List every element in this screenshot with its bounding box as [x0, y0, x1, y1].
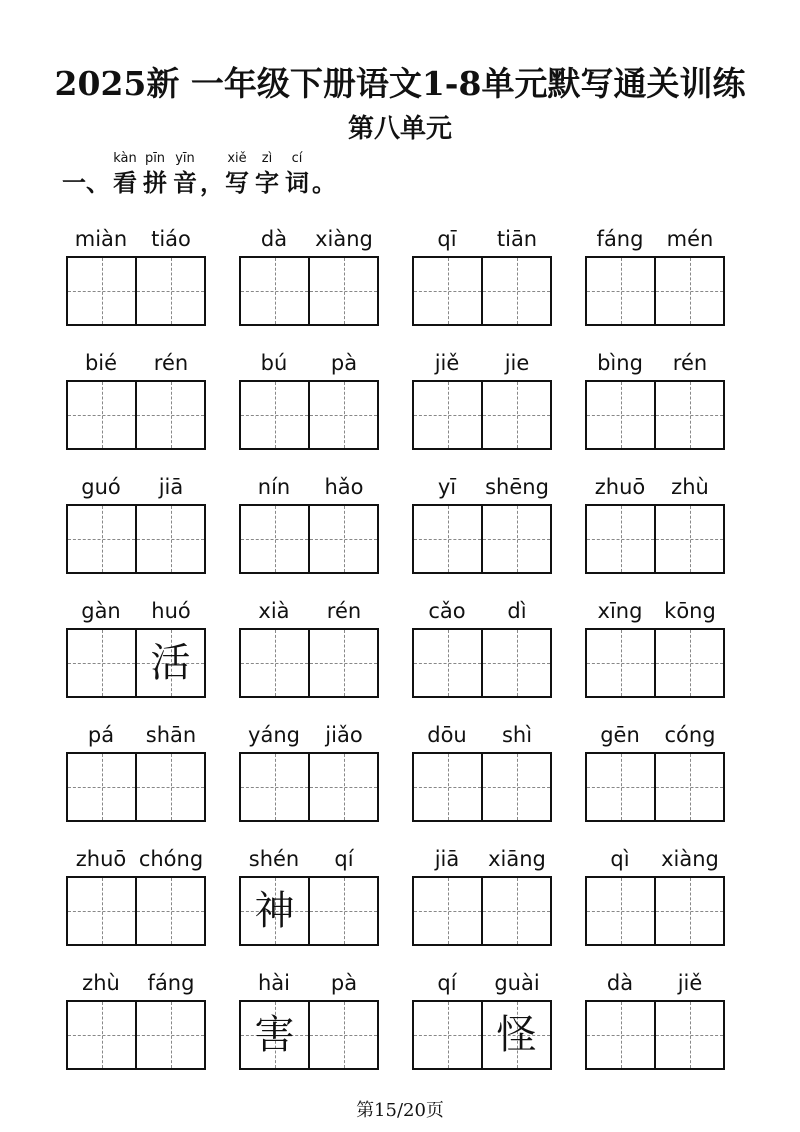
writing-cell[interactable]: [414, 630, 481, 696]
pinyin-syllable: dōu: [427, 723, 467, 747]
word-pinyin: [239, 470, 379, 504]
word-item: [412, 842, 585, 966]
word-pinyin: [66, 222, 206, 256]
word-pinyin: [412, 966, 552, 1000]
pinyin-syllable: hǎo: [324, 475, 364, 499]
writing-boxes: [585, 504, 725, 574]
pinyin-syllable: dì: [507, 599, 527, 623]
writing-cell[interactable]: [481, 878, 550, 944]
word-item: [585, 222, 758, 346]
pinyin-syllable: kōng: [664, 599, 716, 623]
pinyin-syllable: zhù: [671, 475, 709, 499]
word-item: [239, 470, 412, 594]
word-pinyin: [585, 718, 725, 752]
pinyin-syllable: pá: [87, 723, 115, 747]
pinyin-syllable: dà: [260, 227, 288, 251]
writing-cell[interactable]: [414, 258, 481, 324]
word-pinyin: [585, 470, 725, 504]
given-character: 神: [254, 888, 295, 934]
word-pinyin: [66, 594, 206, 628]
word-pinyin: [66, 718, 206, 752]
writing-cell[interactable]: [414, 754, 481, 820]
pinyin-syllable: dà: [606, 971, 634, 995]
writing-cell[interactable]: [241, 258, 308, 324]
word-pinyin: [66, 470, 206, 504]
writing-boxes: [585, 256, 725, 326]
pinyin-syllable: qī: [437, 227, 457, 251]
given-character: 怪: [496, 1012, 537, 1058]
pinyin-syllable: qì: [610, 847, 630, 871]
pinyin-syllable: qí: [437, 971, 457, 995]
word-item: [412, 594, 585, 718]
pinyin-syllable: gàn: [81, 599, 121, 623]
writing-cell[interactable]: [654, 1002, 723, 1068]
writing-cell[interactable]: [654, 258, 723, 324]
writing-boxes: [239, 1000, 379, 1070]
word-pinyin: [412, 842, 552, 876]
word-item: [239, 966, 412, 1090]
word-item: [412, 470, 585, 594]
word-pinyin: [239, 594, 379, 628]
pinyin-syllable: xià: [258, 599, 290, 623]
writing-boxes: [412, 504, 552, 574]
instruction-hanzi: 音: [173, 169, 197, 197]
pinyin-syllable: zhuō: [594, 475, 646, 499]
page-number: 第15/20页: [356, 1100, 444, 1121]
word-item: [239, 718, 412, 842]
word-pinyin: [412, 470, 552, 504]
writing-cell[interactable]: [654, 382, 723, 448]
writing-cell[interactable]: [68, 506, 135, 572]
pinyin-syllable: shì: [501, 723, 533, 747]
instruction-pinyin: zì: [261, 151, 273, 166]
word-item: [412, 222, 585, 346]
pinyin-syllable: nín: [257, 475, 291, 499]
writing-boxes: [239, 752, 379, 822]
pinyin-syllable: shén: [248, 847, 300, 871]
pinyin-syllable: xiāng: [488, 847, 546, 871]
word-pinyin: [239, 966, 379, 1000]
writing-cell[interactable]: [481, 382, 550, 448]
writing-cell[interactable]: [587, 258, 654, 324]
pinyin-syllable: zhù: [82, 971, 120, 995]
pinyin-syllable: jiā: [434, 847, 460, 871]
writing-cell[interactable]: [135, 630, 204, 696]
word-item: [239, 594, 412, 718]
instruction-char: [252, 150, 282, 198]
pinyin-syllable: fáng: [596, 227, 644, 251]
writing-boxes: [66, 256, 206, 326]
writing-cell[interactable]: [481, 258, 550, 324]
pinyin-syllable: cǎo: [428, 599, 466, 623]
word-pinyin: [585, 594, 725, 628]
writing-cell[interactable]: [308, 258, 377, 324]
writing-boxes: [66, 752, 206, 822]
writing-boxes: [239, 504, 379, 574]
word-pinyin: [412, 594, 552, 628]
word-grid: [66, 222, 758, 1090]
word-pinyin: [239, 842, 379, 876]
instruction-pinyin: cí: [291, 151, 303, 166]
given-character: 害: [254, 1012, 295, 1058]
pinyin-syllable: hài: [257, 971, 290, 995]
writing-cell[interactable]: [241, 506, 308, 572]
writing-boxes: [66, 876, 206, 946]
pinyin-syllable: chóng: [138, 847, 204, 871]
word-pinyin: [585, 346, 725, 380]
instruction-char: [222, 150, 252, 198]
writing-cell[interactable]: [587, 754, 654, 820]
writing-cell[interactable]: [135, 878, 204, 944]
pinyin-syllable: mén: [666, 227, 714, 251]
word-item: [66, 966, 239, 1090]
writing-cell[interactable]: [587, 382, 654, 448]
instruction-hanzi: 拼: [143, 169, 167, 197]
writing-boxes: [239, 380, 379, 450]
word-row: [66, 470, 758, 594]
writing-cell[interactable]: [587, 506, 654, 572]
word-pinyin: [412, 346, 552, 380]
word-item: [66, 842, 239, 966]
writing-cell[interactable]: [308, 1002, 377, 1068]
word-pinyin: [585, 222, 725, 256]
writing-cell[interactable]: [135, 382, 204, 448]
writing-cell[interactable]: [68, 630, 135, 696]
pinyin-syllable: zhuō: [75, 847, 127, 871]
writing-boxes: [239, 876, 379, 946]
instruction-char: [140, 150, 170, 198]
pinyin-syllable: yī: [437, 475, 457, 499]
word-pinyin: [585, 966, 725, 1000]
writing-cell[interactable]: [481, 754, 550, 820]
pinyin-syllable: tiáo: [151, 227, 191, 251]
pinyin-syllable: bìng: [597, 351, 643, 375]
pinyin-syllable: tiān: [496, 227, 538, 251]
instruction-punctuation: ，: [200, 169, 224, 197]
writing-cell[interactable]: [68, 754, 135, 820]
word-row: [66, 842, 758, 966]
writing-boxes: [66, 1000, 206, 1070]
word-item: [66, 594, 239, 718]
writing-cell[interactable]: [308, 754, 377, 820]
writing-cell[interactable]: [654, 878, 723, 944]
word-item: [66, 346, 239, 470]
writing-boxes: [412, 628, 552, 698]
word-item: [66, 470, 239, 594]
pinyin-syllable: fáng: [147, 971, 195, 995]
writing-cell[interactable]: [308, 382, 377, 448]
instruction-char: [170, 150, 200, 198]
pinyin-syllable: gēn: [600, 723, 640, 747]
instruction-pinyin: yīn: [175, 151, 195, 166]
word-pinyin: [239, 346, 379, 380]
writing-cell[interactable]: [414, 1002, 481, 1068]
writing-cell[interactable]: [135, 506, 204, 572]
word-item: [585, 594, 758, 718]
pinyin-syllable: huó: [151, 599, 191, 623]
page-title: 2025新 一年级下册语文1-8单元默写通关训练: [54, 64, 746, 103]
pinyin-syllable: jiě: [434, 351, 460, 375]
word-item: [585, 718, 758, 842]
pinyin-syllable: pà: [330, 971, 358, 995]
word-item: [585, 346, 758, 470]
word-pinyin: [66, 966, 206, 1000]
word-item: [66, 718, 239, 842]
word-row: [66, 718, 758, 842]
pinyin-syllable: xiàng: [315, 227, 373, 251]
word-item: [585, 966, 758, 1090]
pinyin-syllable: cóng: [664, 723, 716, 747]
writing-boxes: [239, 628, 379, 698]
word-item: [66, 222, 239, 346]
word-item: [412, 718, 585, 842]
unit-subtitle: 第八单元: [347, 114, 452, 144]
word-item: [239, 842, 412, 966]
pinyin-syllable: guó: [81, 475, 121, 499]
writing-boxes: [412, 752, 552, 822]
writing-cell[interactable]: [68, 258, 135, 324]
writing-cell[interactable]: [414, 878, 481, 944]
instruction-pinyin: xiě: [227, 151, 247, 166]
writing-boxes: [412, 1000, 552, 1070]
writing-cell[interactable]: [241, 878, 308, 944]
writing-boxes: [585, 1000, 725, 1070]
writing-cell[interactable]: [241, 1002, 308, 1068]
writing-cell[interactable]: [481, 630, 550, 696]
pinyin-syllable: xīng: [597, 599, 643, 623]
instruction-pinyin: kàn: [113, 151, 137, 166]
writing-boxes: [239, 256, 379, 326]
pinyin-syllable: miàn: [74, 227, 128, 251]
pinyin-syllable: shēng: [485, 475, 549, 499]
writing-cell[interactable]: [135, 258, 204, 324]
pinyin-syllable: rén: [153, 351, 189, 375]
word-pinyin: [585, 842, 725, 876]
writing-boxes: [66, 380, 206, 450]
writing-boxes: [412, 876, 552, 946]
pinyin-syllable: qí: [334, 847, 354, 871]
instruction-pinyin: pīn: [144, 151, 166, 166]
instruction-char: [110, 150, 140, 198]
word-item: [239, 222, 412, 346]
word-item: [412, 346, 585, 470]
word-pinyin: [412, 222, 552, 256]
pinyin-syllable: jiā: [158, 475, 184, 499]
pinyin-syllable: bú: [260, 351, 288, 375]
writing-cell[interactable]: [135, 1002, 204, 1068]
pinyin-syllable: jiě: [677, 971, 703, 995]
word-item: [239, 346, 412, 470]
writing-cell[interactable]: [68, 878, 135, 944]
pinyin-syllable: shān: [145, 723, 197, 747]
word-item: [412, 966, 585, 1090]
word-pinyin: [66, 842, 206, 876]
writing-cell[interactable]: [68, 382, 135, 448]
instruction-number: 一、: [62, 169, 110, 197]
instruction-char: [282, 150, 312, 198]
writing-boxes: [412, 256, 552, 326]
writing-cell[interactable]: [587, 630, 654, 696]
writing-cell[interactable]: [587, 878, 654, 944]
writing-cell[interactable]: [414, 382, 481, 448]
writing-cell[interactable]: [68, 1002, 135, 1068]
word-pinyin: [66, 346, 206, 380]
word-row: [66, 594, 758, 718]
writing-boxes: [585, 380, 725, 450]
word-pinyin: [412, 718, 552, 752]
writing-cell[interactable]: [481, 506, 550, 572]
pinyin-syllable: guài: [494, 971, 540, 995]
writing-cell[interactable]: [587, 1002, 654, 1068]
pinyin-syllable: jiǎo: [325, 723, 363, 747]
writing-boxes: [585, 752, 725, 822]
writing-cell[interactable]: [654, 506, 723, 572]
instruction-hanzi: 看: [113, 169, 137, 197]
pinyin-syllable: rén: [326, 599, 362, 623]
writing-boxes: [66, 504, 206, 574]
instruction-hanzi: 词: [285, 169, 309, 197]
writing-cell[interactable]: [241, 754, 308, 820]
instruction-hanzi: 字: [255, 169, 279, 197]
writing-cell[interactable]: [481, 1002, 550, 1068]
writing-boxes: [412, 380, 552, 450]
writing-cell[interactable]: [308, 878, 377, 944]
pinyin-syllable: rén: [672, 351, 708, 375]
writing-cell[interactable]: [308, 506, 377, 572]
pinyin-syllable: xiàng: [661, 847, 719, 871]
writing-cell[interactable]: [654, 754, 723, 820]
word-row: [66, 966, 758, 1090]
writing-boxes: [585, 876, 725, 946]
word-row: [66, 222, 758, 346]
word-item: [585, 842, 758, 966]
word-row: [66, 346, 758, 470]
pinyin-syllable: bié: [84, 351, 118, 375]
pinyin-syllable: yáng: [248, 723, 300, 747]
writing-cell[interactable]: [654, 630, 723, 696]
writing-cell[interactable]: [241, 382, 308, 448]
word-pinyin: [239, 222, 379, 256]
word-pinyin: [239, 718, 379, 752]
instruction-hanzi: 写: [225, 169, 249, 197]
word-item: [585, 470, 758, 594]
writing-boxes: [66, 628, 206, 698]
writing-cell[interactable]: [135, 754, 204, 820]
instruction: [62, 150, 334, 198]
writing-cell[interactable]: [414, 506, 481, 572]
pinyin-syllable: jie: [504, 351, 530, 375]
instruction-row: [62, 150, 334, 198]
writing-cell[interactable]: [241, 630, 308, 696]
instruction-punctuation: 。: [312, 169, 336, 197]
pinyin-syllable: pà: [330, 351, 358, 375]
writing-boxes: [585, 628, 725, 698]
given-character: 活: [150, 640, 191, 686]
writing-cell[interactable]: [308, 630, 377, 696]
